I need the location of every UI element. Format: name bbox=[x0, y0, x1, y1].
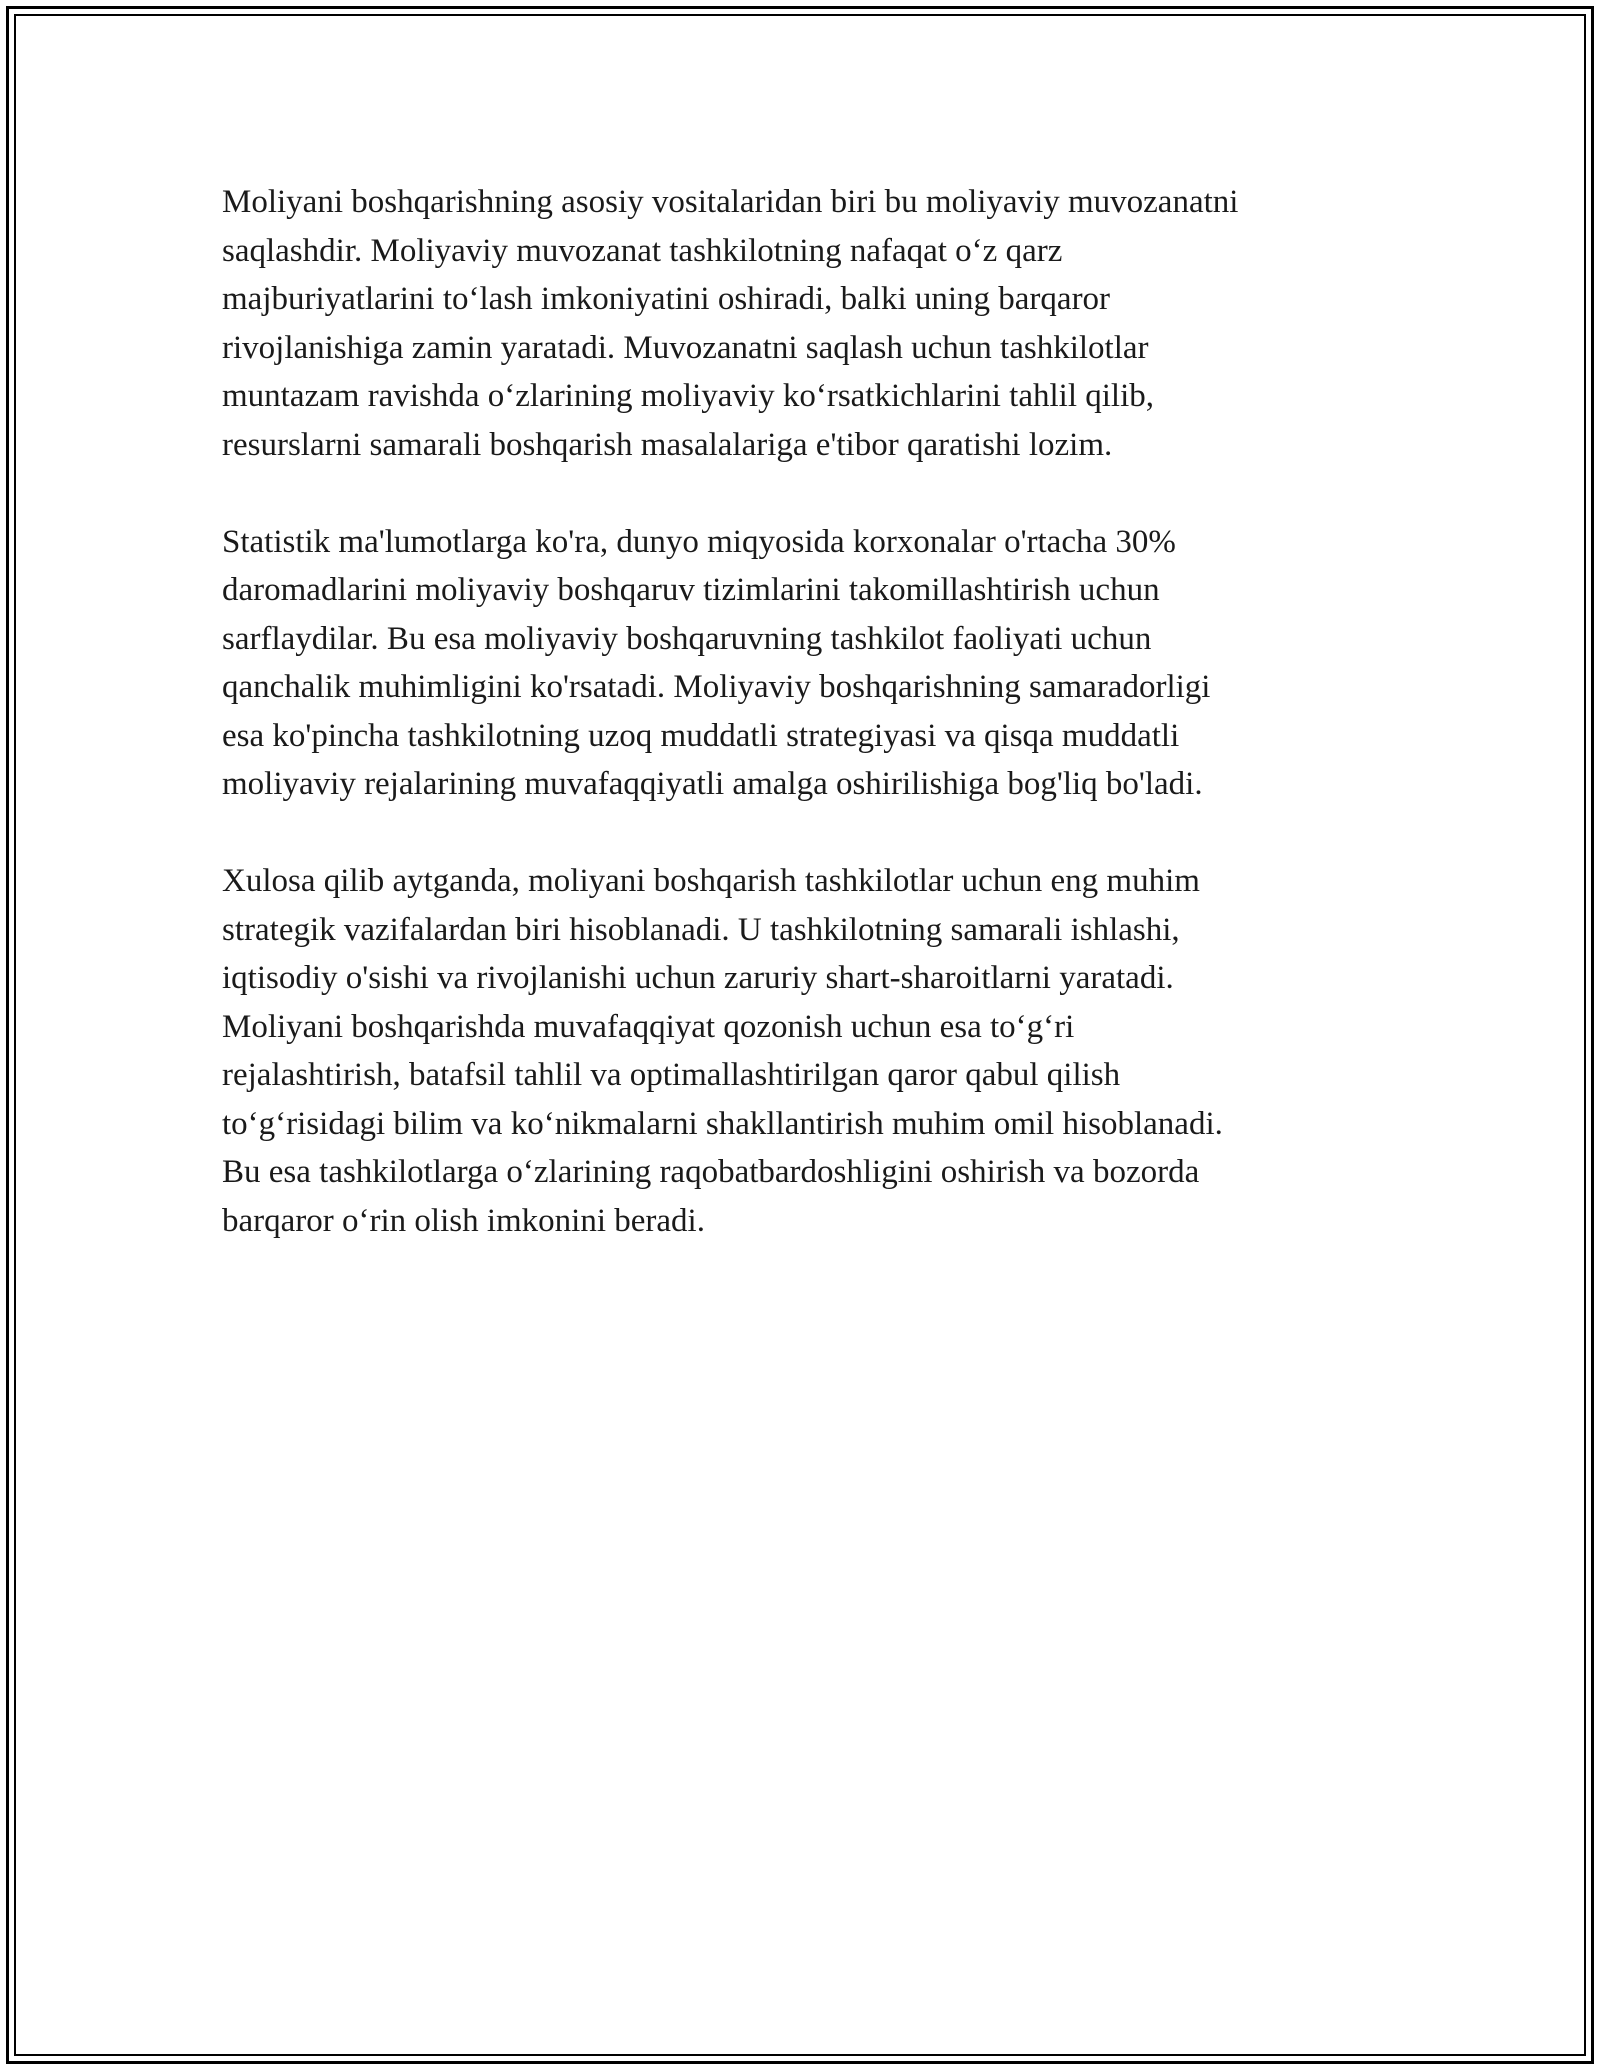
text-line: saqlashdir. Moliyaviy muvozanat tashkilotning nafaqat o‘z qarz bbox=[222, 232, 1063, 269]
paragraph-2 bbox=[222, 518, 1402, 809]
text-line: qanchalik muhimligini ko'rsatadi. Moliyaviy boshqarishning samaradorligi bbox=[222, 669, 1211, 705]
text-line: moliyaviy rejalarining muvafaqqiyatli amalga oshirilishiga bog'liq bo'ladi. bbox=[222, 766, 1203, 802]
text-line: to‘g‘risidagi bilim va ko‘nikmalarni shakllantirish muhim omil hisoblanadi. bbox=[222, 1105, 1223, 1142]
text-line: rivojlanishiga zamin yaratadi. Muvozanatni saqlash uchun tashkilotlar bbox=[222, 329, 1149, 366]
paragraph-1 bbox=[222, 178, 1402, 469]
text-line: strategik vazifalardan biri hisoblanadi. U tashkilotning samarali ishlashi, bbox=[222, 911, 1180, 948]
text-line: sarflaydilar. Bu esa moliyaviy boshqaruvning tashkilot faoliyati uchun bbox=[222, 620, 1152, 657]
text-line: Statistik ma'lumotlarga ko'ra, dunyo miqyosida korxonalar o'rtacha 30% bbox=[222, 523, 1176, 560]
text-line: barqaror o‘rin olish imkonini beradi. bbox=[222, 1202, 705, 1239]
text-line: majburiyatlarini to‘lash imkoniyatini oshiradi, balki uning barqaror bbox=[222, 281, 1111, 317]
text-line: Xulosa qilib aytganda, moliyani boshqarish tashkilotlar uchun eng muhim bbox=[222, 863, 1200, 899]
text-line: rejalashtirish, batafsil tahlil va optimallashtirilgan qaror qabul qilish bbox=[222, 1057, 1121, 1093]
text-line: muntazam ravishda o‘zlarining moliyaviy ko‘rsatkichlarini tahlil qilib, bbox=[222, 378, 1155, 414]
text-line: Bu esa tashkilotlarga o‘zlarining raqobatbardoshligini oshirish va bozorda bbox=[222, 1154, 1200, 1190]
text-line: resurslarni samarali boshqarish masalalariga e'tibor qaratishi lozim. bbox=[222, 426, 1113, 463]
text-line: Moliyani boshqarishning asosiy vositalaridan biri bu moliyaviy muvozanatni bbox=[222, 184, 1239, 220]
paragraph-3 bbox=[222, 857, 1402, 1245]
document-body bbox=[222, 178, 1402, 1294]
text-line: esa ko'pincha tashkilotning uzoq muddatli strategiyasi va qisqa muddatli bbox=[222, 717, 1180, 754]
text-line: daromadlarini moliyaviy boshqaruv tizimlarini takomillashtirish uchun bbox=[222, 572, 1160, 608]
text-line: iqtisodiy o'sishi va rivojlanishi uchun zaruriy shart-sharoitlarni yaratadi. bbox=[222, 960, 1174, 996]
text-line: Moliyani boshqarishda muvafaqqiyat qozonish uchun esa to‘g‘ri bbox=[222, 1008, 1075, 1045]
